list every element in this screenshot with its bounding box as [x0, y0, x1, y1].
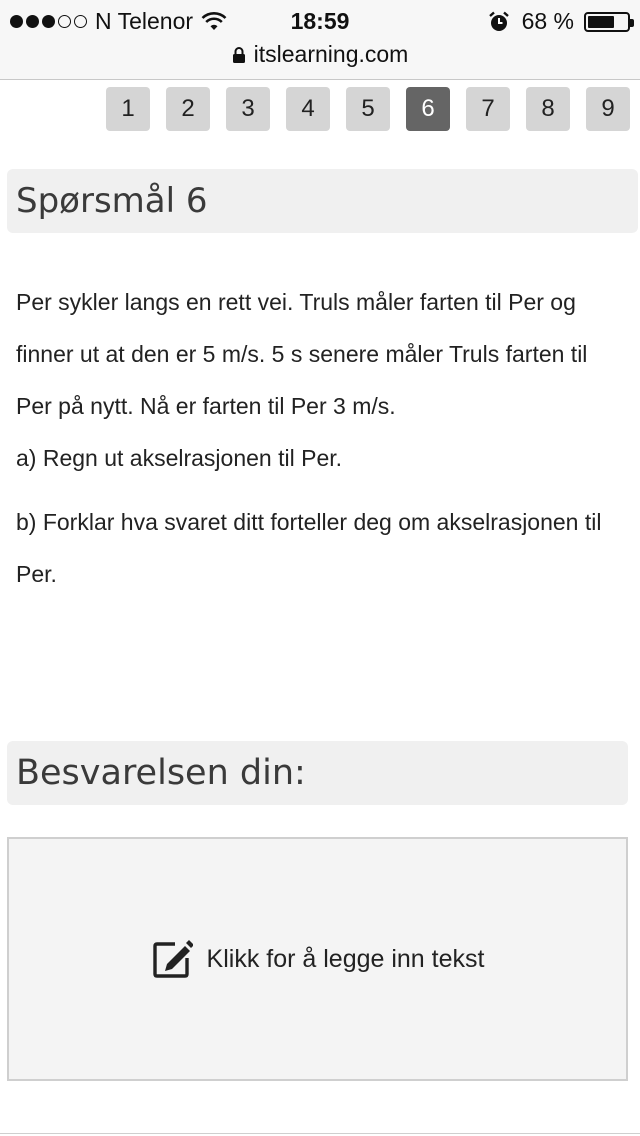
url-bar[interactable]: [0, 40, 640, 80]
status-time: 18:59: [290, 8, 350, 34]
lock-icon: [232, 46, 246, 64]
page-button-2[interactable]: 2: [166, 87, 210, 131]
battery-percentage: 68 %: [521, 8, 574, 34]
page-button-6[interactable]: 6: [406, 87, 450, 131]
question-body: [16, 276, 626, 600]
page-button-3[interactable]: 3: [226, 87, 270, 131]
page-button-5[interactable]: 5: [346, 87, 390, 131]
page-button-4[interactable]: 4: [286, 87, 330, 131]
edit-icon: [151, 938, 193, 980]
question-text: Per sykler langs en rett vei. Truls måler farten til Per og finner ut at den er 5 m/s. 5 s senere måler Truls farten til Per på nytt. Nå er farten til Per 3 m/s.: [16, 289, 588, 419]
url-domain: itslearning.com: [253, 41, 409, 67]
question-part-a: a) Regn ut akselrasjonen til Per.: [16, 445, 343, 471]
page-button-7[interactable]: 7: [466, 87, 510, 131]
question-part-b: b) Forklar hva svaret ditt forteller deg om akselrasjonen til Per.: [16, 509, 602, 587]
bottom-divider: [0, 1133, 640, 1134]
question-pagination: [106, 87, 630, 131]
page-button-1[interactable]: 1: [106, 87, 150, 131]
page-button-8[interactable]: 8: [526, 87, 570, 131]
carrier-name: N Telenor: [95, 8, 194, 34]
question-heading: Spørsmål 6: [7, 169, 638, 233]
answer-input-area[interactable]: [7, 837, 628, 1081]
battery-icon: [584, 12, 630, 32]
status-right: [488, 8, 630, 35]
answer-heading: Besvarelsen din:: [7, 741, 628, 805]
page-button-9[interactable]: 9: [586, 87, 630, 131]
status-bar: [0, 0, 640, 40]
alarm-clock-icon: [488, 11, 510, 33]
answer-placeholder: Klikk for å legge inn tekst: [206, 944, 485, 973]
